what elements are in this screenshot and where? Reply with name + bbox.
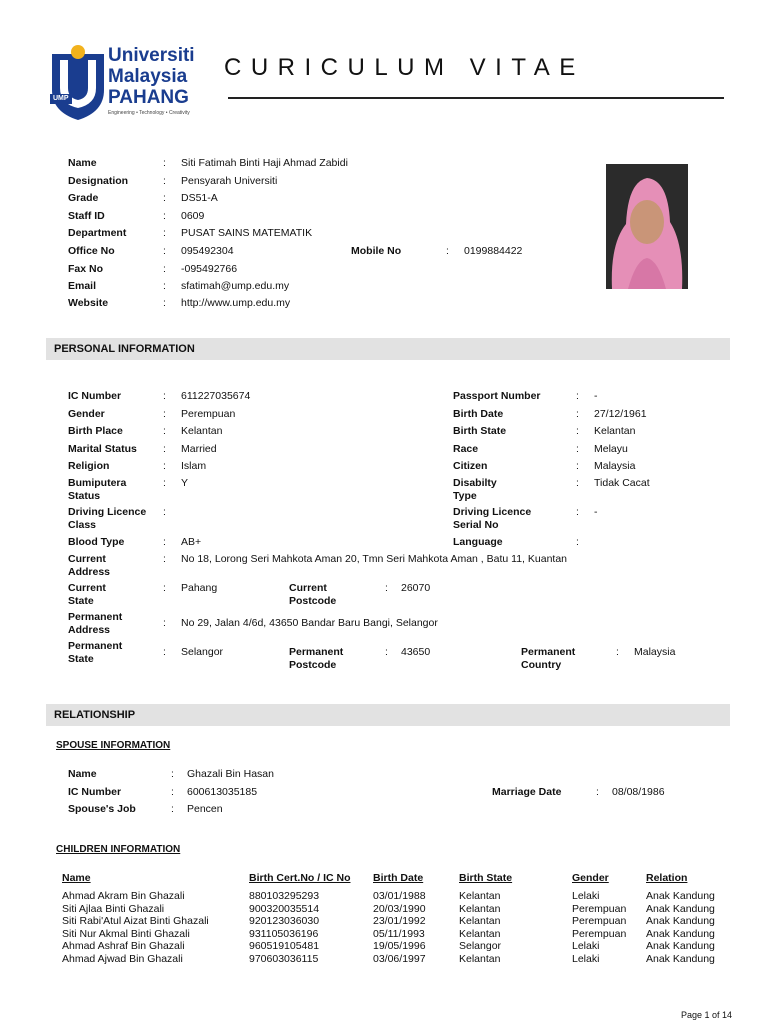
grade-value: DS51-A (181, 192, 218, 204)
page-number: Page 1 of 14 (680, 1010, 732, 1020)
current-state-label: Current State (68, 582, 106, 607)
table-cell: Anak Kandung (646, 890, 715, 902)
table-cell: Perempuan (572, 902, 627, 915)
table-cell: Kelantan (459, 927, 501, 940)
table-cell: 20/03/1990 (373, 902, 426, 915)
religion-value: Islam (181, 460, 207, 472)
spouse-name-value: Ghazali Bin Hasan (187, 768, 274, 780)
table-cell: Kelantan (459, 890, 501, 902)
bumiputera-label: Bumiputera Status (68, 477, 127, 502)
fax-no-value: -095492766 (181, 263, 238, 275)
permanent-postcode-value: 43650 (401, 646, 431, 658)
name-value: Siti Fatimah Binti Haji Ahmad Zabidi (181, 157, 348, 169)
table-cell: 880103295293 (249, 890, 320, 902)
marriage-date-value: 08/08/1986 (612, 786, 665, 798)
table-cell: Kelantan (459, 953, 501, 965)
ump-logo (50, 44, 200, 122)
grade-label: Grade (68, 192, 99, 204)
table-cell: Lelaki (572, 940, 600, 953)
table-cell: Anak Kandung (646, 915, 715, 928)
logo-line-2: Malaysia (108, 66, 188, 87)
logo-badge: UMP (53, 95, 69, 102)
designation-label: Designation (68, 175, 129, 187)
mobile-no-value: 0199884422 (464, 245, 523, 257)
office-no-value: 095492304 (181, 245, 234, 257)
gender-value: Perempuan (181, 408, 236, 420)
passport-label: Passport Number (453, 390, 541, 402)
page-title: CURICULUM VITAE (224, 54, 585, 81)
relationship-header: RELATIONSHIP (46, 704, 730, 726)
birth-place-value: Kelantan (181, 425, 223, 437)
licence-serial-label: Driving Licence Serial No (453, 506, 532, 531)
permanent-state-label: Permanent State (68, 640, 123, 665)
department-label: Department (68, 227, 127, 239)
spouse-information-heading: SPOUSE INFORMATION (56, 740, 171, 751)
col-head-relation: Relation (646, 872, 688, 884)
table-cell: Lelaki (572, 890, 600, 902)
passport-value: - (594, 390, 598, 402)
birth-place-label: Birth Place (68, 425, 123, 437)
table-cell: Lelaki (572, 953, 600, 965)
permanent-country-label: Permanent Country (521, 646, 576, 671)
email-value[interactable]: sfatimah@ump.edu.my (181, 280, 290, 292)
licence-class-label: Driving Licence Class (68, 506, 147, 531)
gender-label: Gender (68, 408, 105, 420)
table-cell: 960519105481 (249, 940, 320, 953)
table-cell: 920123036030 (249, 915, 320, 928)
table-cell: Selangor (459, 940, 502, 953)
table-cell: Ahmad Akram Bin Ghazali (62, 890, 185, 902)
name-label: Name (68, 157, 97, 169)
citizen-value: Malaysia (594, 460, 636, 472)
table-cell: Anak Kandung (646, 902, 715, 915)
table-cell: 970603036115 (249, 953, 319, 965)
marital-label: Marital Status (68, 443, 137, 455)
disability-value: Tidak Cacat (594, 477, 650, 489)
col-head-name: Name (62, 872, 91, 884)
table-cell: 19/05/1996 (373, 940, 426, 953)
table-cell: Anak Kandung (646, 927, 715, 940)
col-head-ic: Birth Cert.No / IC No (249, 872, 351, 884)
current-address-value: No 18, Lorong Seri Mahkota Aman 20, Tmn Seri Mahkota Aman , Batu 11, Kuantan (181, 553, 568, 565)
blood-label: Blood Type (68, 536, 125, 548)
profile-photo (606, 164, 688, 289)
marriage-date-label: Marriage Date (492, 786, 562, 798)
bumiputera-value: Y (181, 477, 189, 489)
birth-date-label: Birth Date (453, 408, 504, 420)
language-label: Language (453, 536, 503, 548)
citizen-label: Citizen (453, 460, 488, 472)
current-postcode-value: 26070 (401, 582, 431, 594)
designation-value: Pensyarah Universiti (181, 175, 278, 187)
spouse-ic-label: IC Number (68, 786, 122, 798)
ic-label: IC Number (68, 390, 122, 402)
table-cell: 03/06/1997 (373, 953, 426, 965)
table-cell: Siti Rabi'Atul Aizat Binti Ghazali (62, 915, 209, 928)
permanent-address-label: Permanent Address (68, 611, 123, 636)
table-cell: 900320035514 (249, 902, 320, 915)
staff-id-value: 0609 (181, 210, 205, 222)
logo-tagline: Engineering • Technology • Creativity (108, 110, 190, 116)
mobile-no-label: Mobile No (351, 245, 402, 257)
current-address-label: Current Address (68, 553, 111, 578)
email-label: Email (68, 280, 97, 292)
table-cell: 05/11/1993 (373, 927, 425, 940)
table-cell: 931105036196 (249, 927, 319, 940)
table-cell: Kelantan (459, 902, 501, 915)
table-cell: 03/01/1988 (373, 890, 426, 902)
ic-value: 611227035674 (181, 390, 251, 402)
website-label: Website (68, 297, 109, 309)
blood-value: AB+ (181, 536, 202, 548)
col-head-gender: Gender (572, 872, 609, 884)
ump-crest-icon (50, 44, 106, 122)
table-cell: Ahmad Ajwad Bin Ghazali (62, 953, 183, 965)
table-cell: Anak Kandung (646, 953, 715, 965)
permanent-address-value: No 29, Jalan 4/6d, 43650 Bandar Baru Bangi, Selangor (181, 617, 438, 629)
current-postcode-label: Current Postcode (289, 582, 337, 607)
marital-value: Married (181, 443, 217, 455)
personal-information-header: PERSONAL INFORMATION (46, 338, 730, 360)
permanent-postcode-label: Permanent Postcode (289, 646, 344, 671)
logo-line-1: Universiti (108, 45, 195, 66)
fax-no-label: Fax No (68, 263, 104, 275)
spouse-job-value: Pencen (187, 803, 223, 815)
logo-line-3: PAHANG (108, 87, 189, 108)
department-value: PUSAT SAINS MATEMATIK (181, 227, 313, 239)
birth-date-value: 27/12/1961 (594, 408, 647, 420)
office-no-label: Office No (68, 245, 115, 257)
table-cell: Kelantan (459, 915, 501, 928)
title-divider (228, 97, 724, 99)
race-label: Race (453, 443, 479, 455)
table-cell: Siti Ajlaa Binti Ghazali (62, 902, 165, 915)
website-value[interactable]: http://www.ump.edu.my (181, 297, 291, 309)
permanent-country-value: Malaysia (634, 646, 676, 658)
religion-label: Religion (68, 460, 110, 472)
children-information-heading: CHILDREN INFORMATION (56, 844, 181, 855)
table-cell: Siti Nur Akmal Binti Ghazali (62, 927, 190, 940)
birth-state-label: Birth State (453, 425, 507, 437)
birth-state-value: Kelantan (594, 425, 636, 437)
spouse-job-label: Spouse's Job (68, 803, 136, 815)
logo-wordmark (108, 46, 195, 116)
table-cell: Perempuan (572, 915, 627, 928)
col-head-birth-date: Birth Date (373, 872, 424, 884)
spouse-ic-value: 600613035185 (187, 786, 258, 798)
race-value: Melayu (594, 443, 628, 455)
permanent-state-value: Selangor (181, 646, 224, 658)
spouse-name-label: Name (68, 768, 97, 780)
table-cell: Perempuan (572, 927, 627, 940)
table-cell: Ahmad Ashraf Bin Ghazali (62, 940, 185, 953)
col-head-birth-state: Birth State (459, 872, 513, 884)
staff-id-label: Staff ID (68, 210, 105, 222)
table-cell: 23/01/1992 (373, 915, 426, 928)
licence-serial-value: - (594, 506, 598, 518)
current-state-value: Pahang (181, 582, 218, 594)
disability-label: Disabilty Type (453, 477, 497, 502)
table-cell: Anak Kandung (646, 940, 715, 953)
